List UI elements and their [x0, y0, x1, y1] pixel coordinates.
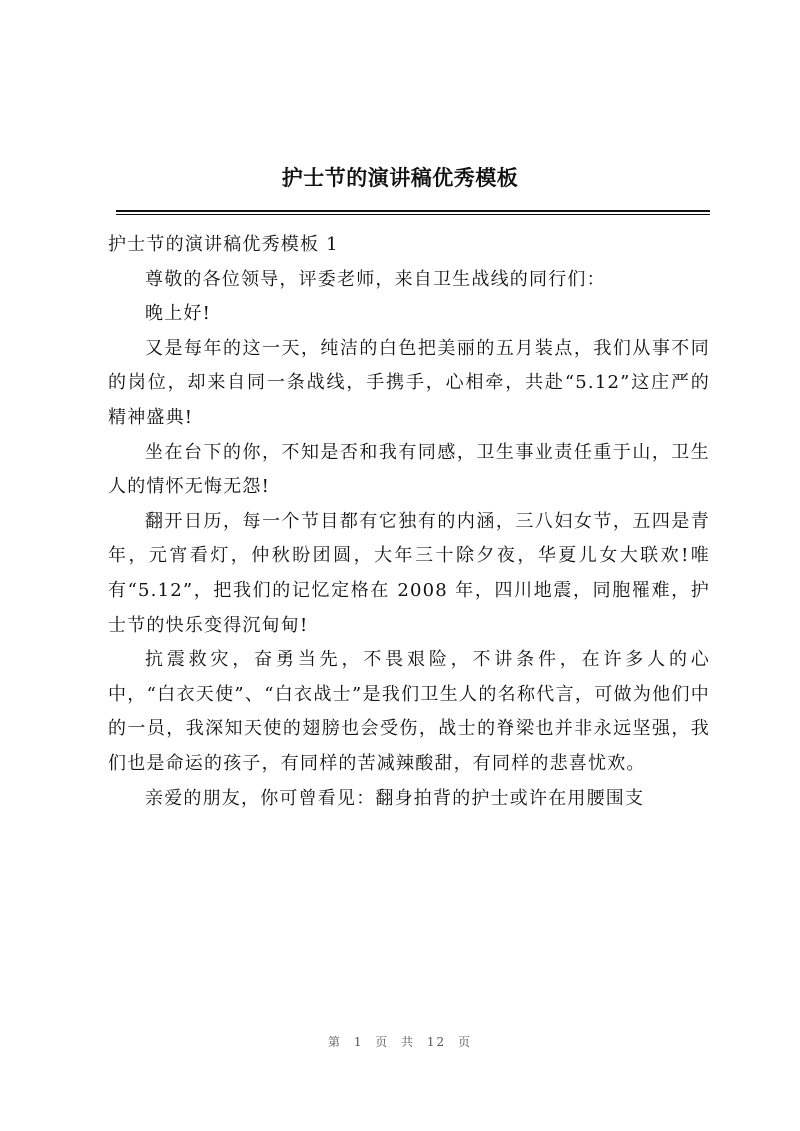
paragraph: 坐在台下的你，不知是否和我有同感，卫生事业责任重于山，卫生人的情怀无悔无怨!	[108, 441, 710, 498]
paragraph-greeting: 尊敬的各位领导，评委老师，来自卫生战线的同行们：	[145, 268, 606, 290]
paragraph: 翻开日历，每一个节目都有它独有的内涵，三八妇女节，五四是青年，元宵看灯，仲秋盼团圆，大年三十除夕夜，华夏儿女大联欢!唯有“5.12”，把我们的记忆定格在 2008 年，四川地震，同胞罹难，护士节的快乐变得沉甸甸!	[108, 510, 710, 636]
paragraph-salutation: 晚上好!	[145, 303, 212, 325]
paragraph: 又是每年的这一天，纯洁的白色把美丽的五月装点，我们从事不同的岗位，却来自同一条战线，手携手，心相牵，共赴“5.12”这庄严的精神盛典!	[108, 337, 710, 428]
section-heading: 护士节的演讲稿优秀模板 1	[108, 234, 339, 255]
title-divider-thin	[116, 214, 710, 215]
document-title: 护士节的演讲稿优秀模板	[281, 166, 519, 190]
paragraph: 亲爱的朋友，你可曾看见：翻身拍背的护士或许在用腰围支	[145, 787, 645, 809]
page-number-footer: 第 1 页 共 12 页	[328, 1035, 472, 1049]
paragraph: 抗震救灾，奋勇当先，不畏艰险，不讲条件，在许多人的心中，“白衣天使”、“白衣战士”是我们卫生人的名称代言，可做为他们中的一员，我深知天使的翅膀也会受伤，战士的脊梁也并非永远坚强，我们也是命运的孩子，有同样的苦减辣酸甜，有同样的悲喜忧欢。	[108, 649, 710, 774]
title-divider-thick	[116, 210, 710, 212]
document-body	[108, 228, 710, 816]
